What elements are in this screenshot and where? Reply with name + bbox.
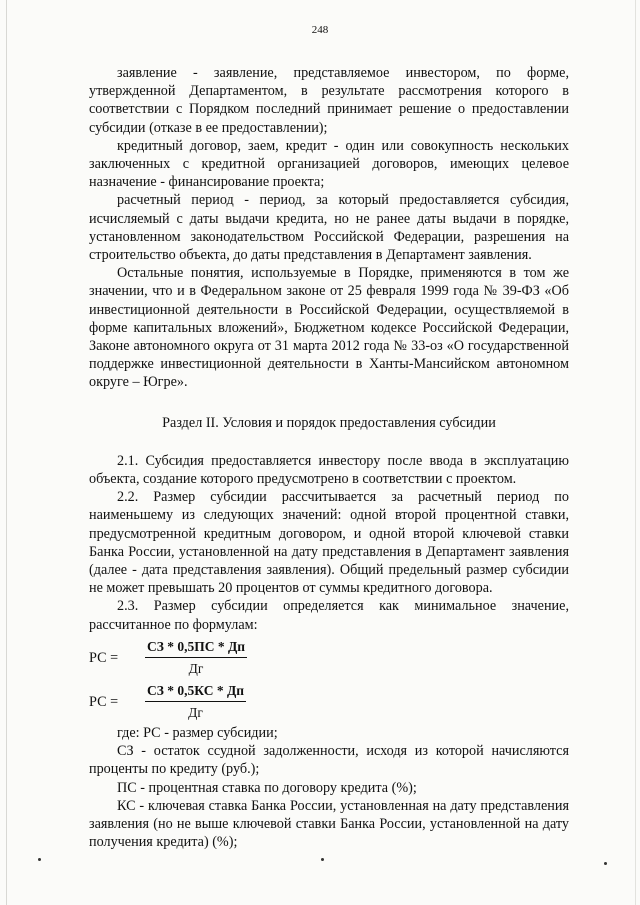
document-body xyxy=(89,64,569,851)
page-edge-right xyxy=(635,0,636,905)
paragraph-kreditny-dogovor: кредитный договор, заем, кредит - один или совокупность нескольких заключенных с кредитной организацией договоров, имеющих целевое назначение - финансирование проекта; xyxy=(89,137,569,191)
formula-lhs: РС = xyxy=(89,693,119,710)
paragraph-def-sz: СЗ - остаток ссудной задолженности, исходя из которой начисляются проценты по кредиту (руб.); xyxy=(89,743,569,778)
paragraph-2-2: 2.2. Размер субсидии рассчитывается за расчетный период по наименьшему из следующих значений: одной второй процентной ставки, предусмотренной кредитным договором, и одной второй ключевой ставки Банка России, установленной на дату представления в Департамент заявления (далее - дата представления заявления). Общий предельный размер субсидии не может превышать 20 процентов от суммы кредитного договора. xyxy=(89,489,569,597)
paragraph-raschetny-period: расчетный период - период, за который предоставляется субсидия, исчисляемый с даты выдачи кредита, но не ранее даты выдачи в порядке, установленном законодательством Российской Федерации, разрешения на строительство объекта, до даты представления в Департамент заявления. xyxy=(89,192,569,264)
page-number: 248 xyxy=(311,24,329,36)
formula-fraction xyxy=(145,682,246,722)
scan-speck xyxy=(38,858,41,861)
paragraph-2-1: 2.1. Субсидия предоставляется инвестору после ввода в эксплуатацию объекта, создание которого предусмотрено в соответствии с проектом. xyxy=(89,452,569,488)
formula-denominator: Дг xyxy=(188,660,204,676)
formula-numerator: СЗ * 0,5КС * Дп xyxy=(145,682,246,702)
paragraph-ostalnye-ponyatiya: Остальные понятия, используемые в Порядке, применяются в том же значении, что и в Федеральном законе от 25 февраля 1999 года № 39-ФЗ «Об инвестиционной деятельности в Российской Федерации, осуществляемой в форме капитальных вложений», Бюджетном кодексе Российской Федерации, Законе автономного округа от 31 марта 2012 года № 33-оз «О государственной поддержке инвестиционной деятельности в Ханты-Мансийском автономном округе – Югре». xyxy=(89,265,569,391)
scan-speck xyxy=(604,862,607,865)
paragraph-zayavlenie: заявление - заявление, представляемое инвестором, по форме, утвержденной Департаментом, в результате рассмотрения которого в соответствии с Порядком последний принимает решение о предоставлении субсидии (отказе в ее предоставлении); xyxy=(89,65,569,136)
section-heading: Раздел II. Условия и порядок предоставления субсидии xyxy=(162,414,496,431)
page-edge-left xyxy=(6,0,7,905)
paragraph-2-3: 2.3. Размер субсидии определяется как минимальное значение, рассчитанное по формулам: xyxy=(89,598,569,633)
paragraph-def-ps: ПС - процентная ставка по договору кредита (%); xyxy=(117,779,417,796)
paragraph-def-rs: где: РС - размер субсидии; xyxy=(117,724,278,741)
formula-denominator: Дг xyxy=(188,704,203,720)
scan-speck xyxy=(321,858,324,861)
paragraph-def-ks: КС - ключевая ставка Банка России, установленная на дату представления заявления (но не выше ключевой ставки Банка России, установленной на дату получения кредита) (%); xyxy=(89,797,569,851)
formula-ks xyxy=(89,682,569,722)
formula-numerator: СЗ * 0,5ПС * Дп xyxy=(145,638,247,658)
formula-lhs: РС = xyxy=(89,649,119,666)
formula-fraction xyxy=(145,638,247,678)
formula-ps xyxy=(89,638,569,678)
